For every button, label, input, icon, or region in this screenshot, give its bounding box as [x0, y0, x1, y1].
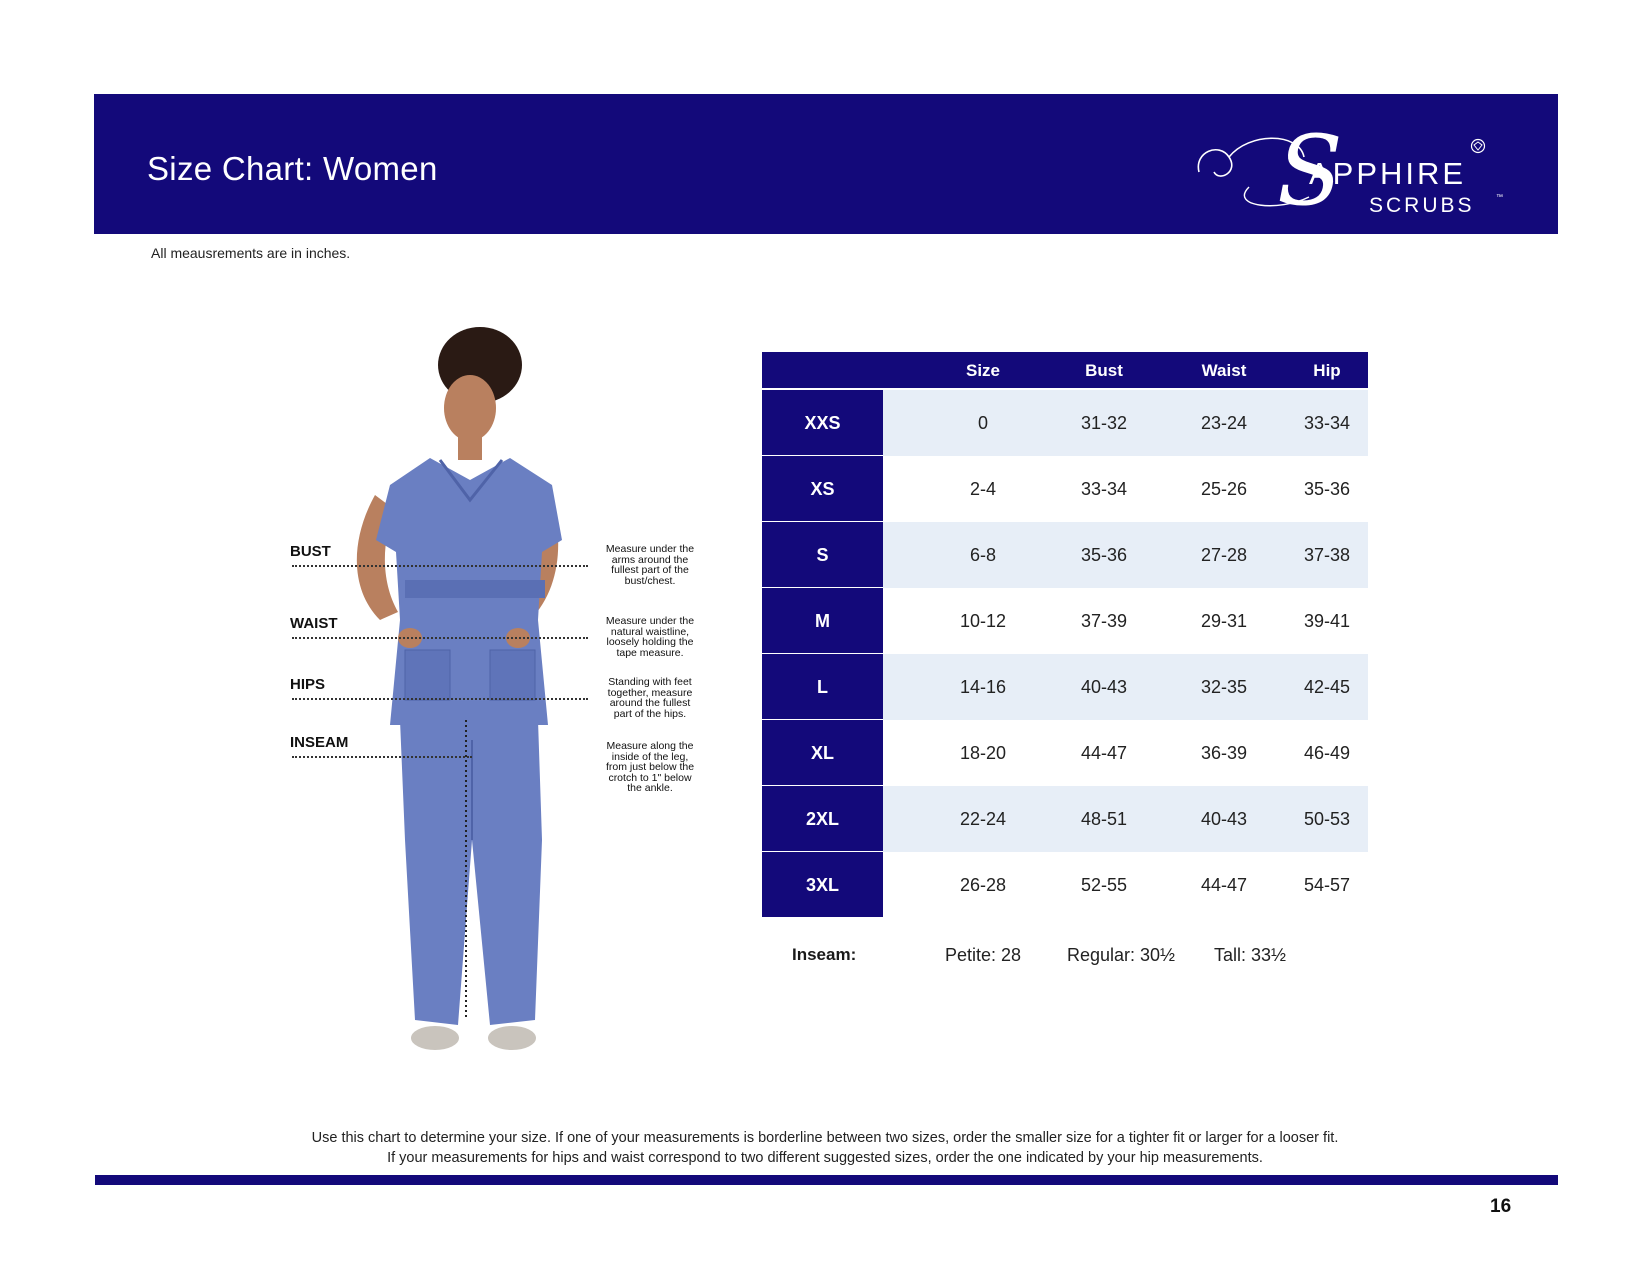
hips-guide-line [292, 698, 588, 700]
inseam-petite: Petite: 28 [945, 945, 1022, 965]
footer-bar [95, 1175, 1558, 1185]
table-cell: 35-36 [1080, 545, 1128, 565]
table-row [762, 456, 1368, 522]
page-number: 16 [1490, 1196, 1512, 1217]
table-cell: 23-24 [1200, 413, 1248, 433]
inseam-guide-line [292, 756, 472, 758]
table-cell: 52-55 [1080, 875, 1128, 895]
table-cell: 39-41 [1303, 611, 1351, 631]
table-cell: 46-49 [1303, 743, 1351, 763]
header-banner [94, 94, 1558, 234]
header-hip: Hip [1313, 361, 1341, 380]
table-cell: 54-57 [1303, 875, 1351, 895]
inseam-label: Inseam: [792, 945, 857, 964]
logo-subtitle: SCRUBS [1369, 194, 1475, 217]
table-cell: 44-47 [1200, 875, 1248, 895]
row-size-label: 3XL [762, 852, 883, 918]
row-size-label: S [762, 522, 883, 588]
table-cell: 50-53 [1303, 809, 1351, 829]
table-cell: 35-36 [1303, 479, 1351, 499]
waist-guide-line [292, 637, 588, 639]
table-row [762, 588, 1368, 654]
table-cell: 25-26 [1200, 479, 1248, 499]
table-cell: 10-12 [959, 611, 1007, 631]
row-size-label: XL [762, 720, 883, 786]
table-row [762, 720, 1368, 786]
bust-label: BUST [290, 543, 331, 560]
row-size-label: XXS [762, 390, 883, 456]
table-cell: 48-51 [1080, 809, 1128, 829]
footnote-line-1: Use this chart to determine your size. If one of your measurements is borderline between two sizes, order the smaller size for a tighter fit or larger for a looser fit. [311, 1130, 1339, 1146]
inseam-description: Measure along the inside of the leg, from just below the crotch to 1" below the ankle. [605, 740, 695, 794]
table-cell: 0 [977, 413, 988, 433]
table-cell: 31-32 [1080, 413, 1128, 433]
header-waist: Waist [1201, 361, 1247, 380]
table-cell: 27-28 [1200, 545, 1248, 565]
row-size-label: XS [762, 456, 883, 522]
svg-text:S: S [1277, 115, 1343, 227]
table-cell: 36-39 [1200, 743, 1248, 763]
table-cell: 40-43 [1200, 809, 1248, 829]
page-title: Size Chart: Women [147, 150, 438, 187]
gem-icon [1470, 138, 1486, 154]
table-cell: 33-34 [1303, 413, 1351, 433]
header-size: Size [965, 361, 1001, 380]
table-cell: 29-31 [1200, 611, 1248, 631]
table-header-row [762, 352, 1368, 388]
table-cell: 37-39 [1080, 611, 1128, 631]
inseam-regular: Regular: 30½ [1067, 945, 1176, 965]
table-row [762, 390, 1368, 456]
table-cell: 2-4 [969, 479, 996, 499]
table-cell: 40-43 [1080, 677, 1128, 697]
table-cell: 32-35 [1200, 677, 1248, 697]
table-row [762, 654, 1368, 720]
inseam-tall: Tall: 33½ [1214, 945, 1287, 965]
bust-description: Measure under the arms around the fullest part of the bust/chest. [605, 543, 695, 587]
table-cell: 33-34 [1080, 479, 1128, 499]
row-size-label: L [762, 654, 883, 720]
row-size-label: M [762, 588, 883, 654]
row-size-label: 2XL [762, 786, 883, 852]
units-note: All meausrements are in inches. [151, 245, 351, 261]
sapphire-scrubs-logo [1189, 112, 1529, 227]
table-row [762, 522, 1368, 588]
table-row [762, 786, 1368, 852]
logo-trademark: ™ [1496, 194, 1503, 201]
table-cell: 42-45 [1303, 677, 1351, 697]
footnote-line-2: If your measurements for hips and waist correspond to two different suggested sizes, order the one indicated by your hip measurements. [387, 1150, 1263, 1166]
bust-guide-line [292, 565, 588, 567]
table-cell: 14-16 [959, 677, 1007, 697]
logo-swash-icon [1189, 112, 1343, 227]
table-cell: 37-38 [1303, 545, 1351, 565]
hips-label: HIPS [290, 676, 326, 693]
hips-description: Standing with feet together, measure around the fullest part of the hips. [607, 676, 693, 720]
waist-description: Measure under the natural waistline, loosely holding the tape measure. [605, 615, 695, 659]
header-bust: Bust [1085, 361, 1123, 380]
table-cell: 18-20 [959, 743, 1007, 763]
table-cell: 26-28 [959, 875, 1007, 895]
table-cell: 22-24 [959, 809, 1007, 829]
waist-label: WAIST [290, 615, 338, 632]
logo-name: APPHIRE [1309, 156, 1467, 191]
table-cell: 6-8 [969, 545, 996, 565]
table-cell: 44-47 [1080, 743, 1128, 763]
table-row [762, 852, 1368, 918]
inseam-label-guide: INSEAM [290, 734, 349, 751]
